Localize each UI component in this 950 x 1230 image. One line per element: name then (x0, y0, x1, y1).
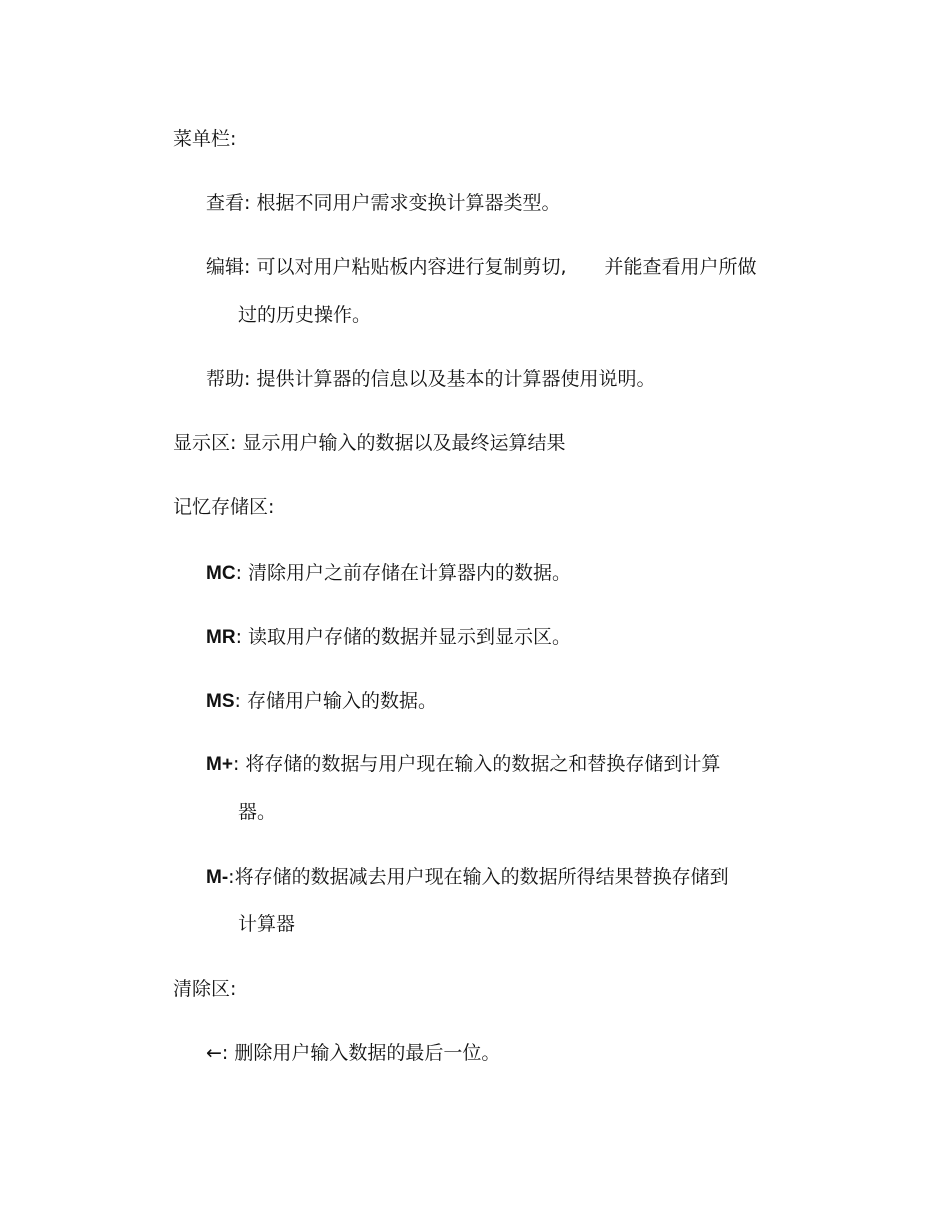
ms-key: MS (206, 691, 235, 712)
mplus-desc-continued: 器。 (238, 801, 277, 823)
menu-view-term: 查看: (206, 192, 251, 214)
menu-view-item (206, 191, 560, 215)
menu-edit-desc-part2: 并能查看用户所做 (604, 256, 757, 278)
mminus-sep: : (228, 866, 235, 888)
menu-help-desc: 提供计算器的信息以及基本的计算器使用说明。 (256, 368, 656, 390)
display-item (173, 431, 565, 455)
menu-view-desc: 根据不同用户需求变换计算器类型。 (256, 192, 561, 214)
backspace-key: ←: (206, 1042, 229, 1064)
mplus-desc: 将存储的数据与用户现在输入的数据之和替换存储到计算 (245, 753, 721, 775)
ms-desc: 存储用户输入的数据。 (246, 690, 437, 712)
mr-desc: 读取用户存储的数据并显示到显示区。 (248, 626, 572, 648)
mplus-sep: : (232, 753, 240, 775)
mr-sep: : (235, 626, 242, 648)
menu-help-item (206, 367, 655, 391)
clear-heading: 清除区: (173, 978, 237, 1000)
menu-help-term: 帮助: (206, 368, 251, 390)
backspace-desc: 删除用户输入数据的最后一位。 (234, 1042, 501, 1064)
mminus-desc-continued: 计算器 (238, 913, 296, 935)
clear-backspace-item (206, 1041, 500, 1065)
memory-mc-item (206, 561, 571, 586)
memory-ms-item (206, 689, 437, 714)
memory-heading: 记忆存储区: (173, 496, 275, 518)
ms-sep: : (234, 690, 241, 712)
menu-edit-desc-continued: 过的历史操作。 (238, 304, 372, 326)
memory-mplus-item (206, 752, 720, 777)
mc-desc: 清除用户之前存储在计算器内的数据。 (248, 562, 572, 584)
mc-key: MC (206, 563, 236, 584)
display-term: 显示区: (173, 432, 237, 454)
menu-edit-desc-part1: 可以对用户粘贴板内容进行复制剪切, (256, 256, 567, 278)
menu-edit-item (206, 255, 757, 279)
mc-sep: : (235, 562, 242, 584)
memory-mminus-item (206, 865, 729, 890)
menu-heading: 菜单栏: (173, 128, 237, 150)
mminus-desc: 将存储的数据减去用户现在输入的数据所得结果替换存储到 (234, 866, 729, 888)
display-desc: 显示用户输入的数据以及最终运算结果 (242, 432, 566, 454)
mplus-key: M+ (206, 754, 233, 775)
mminus-key: M- (206, 867, 229, 888)
menu-edit-term: 编辑: (206, 256, 251, 278)
memory-mr-item (206, 625, 571, 650)
mr-key: MR (206, 627, 236, 648)
